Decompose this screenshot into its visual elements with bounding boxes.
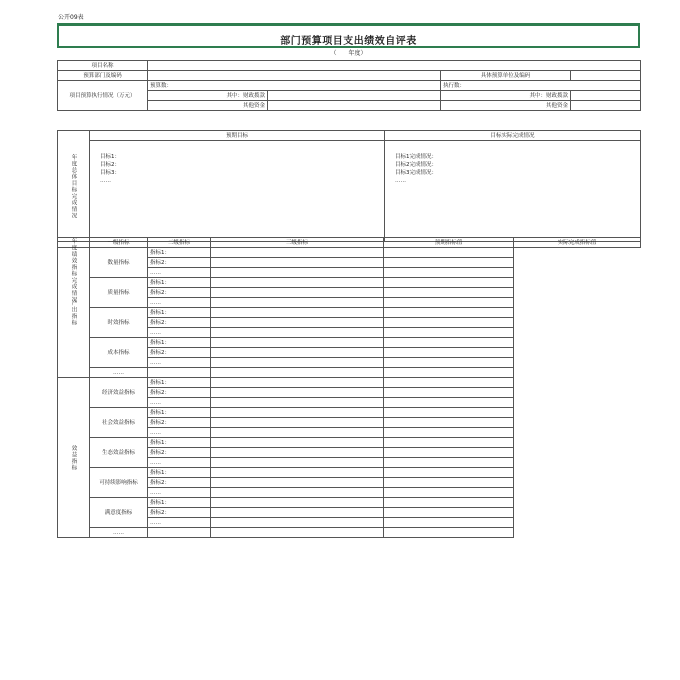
budget-label: 预算数：: [148, 81, 441, 91]
actual-value-cell[interactable]: [384, 378, 514, 388]
expected-value-cell[interactable]: [211, 388, 384, 398]
effect-group-label: 经济效益指标: [90, 378, 148, 408]
indicator-label: [148, 368, 211, 378]
actual-value-cell[interactable]: [384, 308, 514, 318]
actual-value-cell[interactable]: [384, 328, 514, 338]
table-row: [58, 528, 641, 538]
output-group-label: 时效指标: [90, 308, 148, 338]
output-group-label: 质量指标: [90, 278, 148, 308]
effect-group-label: 可持续影响指标: [90, 468, 148, 498]
actual-value-cell[interactable]: [384, 458, 514, 468]
indicator-label: 指标1：: [148, 408, 211, 418]
dept-value[interactable]: [148, 71, 441, 81]
expected-value-cell[interactable]: [211, 408, 384, 418]
indicator-label: 指标2：: [148, 388, 211, 398]
expected-value-cell[interactable]: [211, 278, 384, 288]
expected-value-cell[interactable]: [211, 398, 384, 408]
actual-goals[interactable]: 目标1完成情况： 目标2完成情况： 目标3完成情况： ……: [385, 141, 641, 242]
expected-goal-header: 预期目标: [90, 131, 385, 141]
expected-goals[interactable]: 目标1： 目标2： 目标3： ……: [90, 141, 385, 242]
actual-value-cell[interactable]: [384, 468, 514, 478]
actual-goal-header: 目标实际完成情况: [385, 131, 641, 141]
spreadsheet-header-row: [57, 14, 640, 24]
impl-unit-label: 具体预算单位及编码: [441, 71, 571, 81]
indicator-label: ……: [148, 268, 211, 278]
indicator-section-label: 年度绩效指标完成情况: [58, 238, 90, 248]
expected-value-cell[interactable]: [211, 528, 384, 538]
actual-value-cell[interactable]: [384, 478, 514, 488]
col-expected: 预期指标值: [384, 238, 514, 248]
output-indicators-label: 产出指标: [58, 248, 90, 378]
indicator-label: ……: [148, 488, 211, 498]
indicator-label: 指标1：: [148, 468, 211, 478]
indicator-label: 指标2：: [148, 318, 211, 328]
expected-value-cell[interactable]: [211, 368, 384, 378]
expected-value-cell[interactable]: [211, 488, 384, 498]
actual-value-cell[interactable]: [384, 388, 514, 398]
indicator-label: 指标2：: [148, 418, 211, 428]
effect-group-label: 社会效益指标: [90, 408, 148, 438]
expected-value-cell[interactable]: [211, 438, 384, 448]
indicator-label: 指标2：: [148, 288, 211, 298]
goals-table: [57, 130, 641, 242]
project-name-label: 项目名称: [58, 61, 148, 71]
actual-value-cell[interactable]: [384, 358, 514, 368]
table-row: [58, 248, 641, 258]
budget-fiscal-value[interactable]: [268, 91, 441, 101]
indicator-label: 指标1：: [148, 278, 211, 288]
col-level3: 三级指标: [211, 238, 384, 248]
exec-label: 执行数：: [441, 81, 641, 91]
output-group-label: 成本指标: [90, 338, 148, 368]
project-name-value[interactable]: [148, 61, 641, 71]
impl-unit-value[interactable]: [571, 71, 641, 81]
exec-other-label: 其他资金: [441, 101, 571, 111]
funds-label: 项目预算执行情况（万元）: [58, 81, 148, 111]
table-row: [58, 308, 641, 318]
indicator-label: 指标2：: [148, 508, 211, 518]
indicator-label: ……: [148, 398, 211, 408]
table-row: [58, 498, 641, 508]
actual-value-cell[interactable]: [384, 448, 514, 458]
budget-other-value[interactable]: [268, 101, 441, 111]
actual-value-cell[interactable]: [384, 298, 514, 308]
indicator-label: ……: [148, 328, 211, 338]
expected-value-cell[interactable]: [211, 298, 384, 308]
expected-value-cell[interactable]: [211, 468, 384, 478]
dept-label: 预算部门及编码: [58, 71, 148, 81]
table-row: [58, 438, 641, 448]
expected-value-cell[interactable]: [211, 418, 384, 428]
expected-value-cell[interactable]: [211, 258, 384, 268]
expected-value-cell[interactable]: [211, 428, 384, 438]
year-label: （ 年度）: [330, 50, 367, 57]
output-group-label: 数量指标: [90, 248, 148, 278]
budget-fiscal-label: 其中：财政拨款: [148, 91, 268, 101]
project-info-table: [57, 60, 641, 111]
expected-value-cell[interactable]: [211, 338, 384, 348]
expected-value-cell[interactable]: [211, 518, 384, 528]
indicator-label: 指标1：: [148, 438, 211, 448]
table-row: [58, 408, 641, 418]
effect-more: ……: [90, 528, 148, 538]
actual-value-cell[interactable]: [384, 528, 514, 538]
goal-section-label: 年度总体目标完成情况: [58, 131, 90, 242]
indicator-label: ……: [148, 298, 211, 308]
expected-value-cell[interactable]: [211, 358, 384, 368]
budget-other-label: 其他资金: [148, 101, 268, 111]
indicator-label: ……: [148, 458, 211, 468]
expected-value-cell[interactable]: [211, 378, 384, 388]
table-row: [58, 378, 641, 388]
expected-value-cell[interactable]: [211, 248, 384, 258]
actual-value-cell[interactable]: [384, 488, 514, 498]
actual-value-cell[interactable]: [384, 268, 514, 278]
expected-value-cell[interactable]: [211, 508, 384, 518]
actual-value-cell[interactable]: [384, 398, 514, 408]
indicator-label: 指标2：: [148, 448, 211, 458]
indicator-label: ……: [148, 428, 211, 438]
actual-value-cell[interactable]: [384, 258, 514, 268]
col-level1: 一级指标: [90, 238, 148, 248]
indicator-label: 指标1：: [148, 378, 211, 388]
exec-other-value[interactable]: [571, 101, 641, 111]
actual-value-cell[interactable]: [384, 368, 514, 378]
actual-value-cell[interactable]: [384, 498, 514, 508]
expected-value-cell[interactable]: [211, 478, 384, 488]
indicator-label: 指标2：: [148, 478, 211, 488]
page-title: 部门预算项目支出绩效自评表: [280, 36, 417, 47]
table-row: [58, 468, 641, 478]
actual-value-cell[interactable]: [384, 288, 514, 298]
actual-value-cell[interactable]: [384, 248, 514, 258]
actual-value-cell[interactable]: [384, 508, 514, 518]
expected-value-cell[interactable]: [211, 448, 384, 458]
col-level2: 二级指标: [148, 238, 211, 248]
expected-value-cell[interactable]: [211, 458, 384, 468]
table-row: [58, 368, 641, 378]
indicator-label: 指标1：: [148, 338, 211, 348]
indicator-label: 指标1：: [148, 498, 211, 508]
effect-group-label: 满意度指标: [90, 498, 148, 528]
expected-value-cell[interactable]: [211, 348, 384, 358]
actual-value-cell[interactable]: [384, 428, 514, 438]
indicator-label: [148, 528, 211, 538]
actual-value-cell[interactable]: [384, 348, 514, 358]
actual-value-cell[interactable]: [384, 418, 514, 428]
indicators-table: [57, 237, 641, 538]
effect-indicators-label: 效益指标: [58, 378, 90, 538]
indicator-label: 指标2：: [148, 258, 211, 268]
effect-group-label: 生态效益指标: [90, 438, 148, 468]
expected-value-cell[interactable]: [211, 268, 384, 278]
actual-value-cell[interactable]: [384, 518, 514, 528]
exec-fiscal-value[interactable]: [571, 91, 641, 101]
actual-value-cell[interactable]: [384, 408, 514, 418]
table-row: [58, 338, 641, 348]
indicator-label: ……: [148, 358, 211, 368]
title-box: [57, 24, 640, 48]
expected-value-cell[interactable]: [211, 308, 384, 318]
attachment-label: 公开09表: [58, 14, 84, 21]
actual-value-cell[interactable]: [384, 438, 514, 448]
expected-value-cell[interactable]: [211, 288, 384, 298]
output-more: ……: [90, 368, 148, 378]
col-actual: 实际完成指标值: [514, 238, 641, 248]
actual-value-cell[interactable]: [384, 318, 514, 328]
actual-value-cell[interactable]: [384, 338, 514, 348]
table-row: [58, 278, 641, 288]
actual-value-cell[interactable]: [384, 278, 514, 288]
indicator-label: 指标2：: [148, 348, 211, 358]
indicator-label: 指标1：: [148, 248, 211, 258]
exec-fiscal-label: 其中：财政拨款: [441, 91, 571, 101]
expected-value-cell[interactable]: [211, 498, 384, 508]
expected-value-cell[interactable]: [211, 328, 384, 338]
indicator-label: ……: [148, 518, 211, 528]
expected-value-cell[interactable]: [211, 318, 384, 328]
indicator-label: 指标1：: [148, 308, 211, 318]
